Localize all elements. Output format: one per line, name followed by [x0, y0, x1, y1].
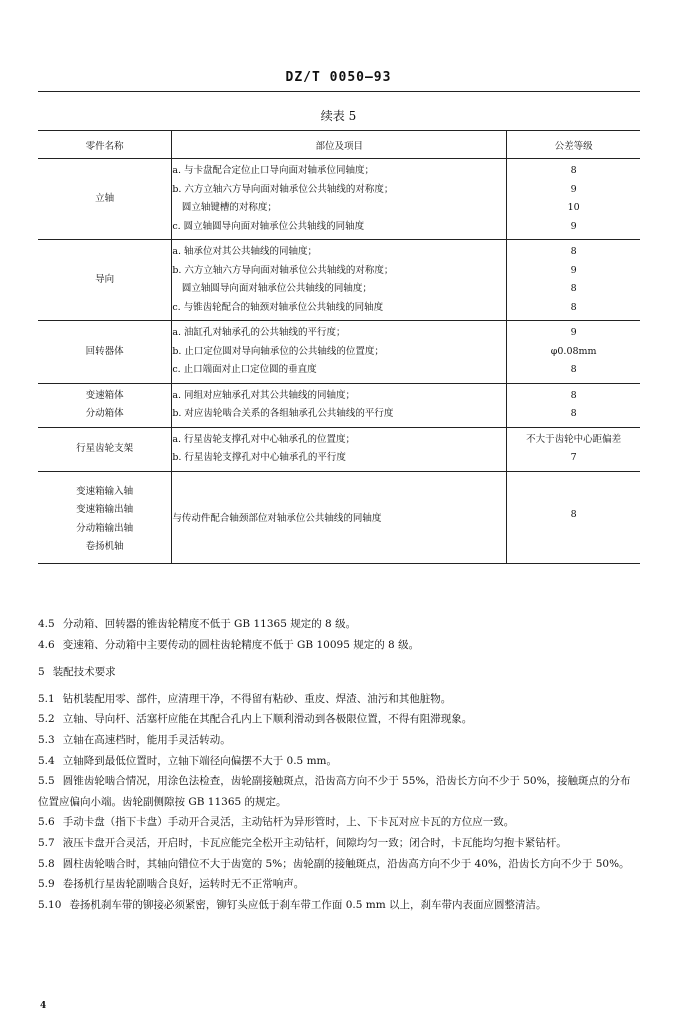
clause-paragraph: [38, 771, 640, 812]
part-name: 导向: [95, 273, 115, 285]
clause-text: 分动箱、回转器的锥齿轮精度不低于 GB 11365 规定的 8 级。: [62, 618, 357, 630]
clause-number: 5.6: [38, 816, 55, 829]
clause-paragraph: [38, 635, 640, 656]
clause-text: 卷扬机刹车带的铆接必须紧密，铆钉头应低于刹车带工作面 0.5 mm 以上，刹车带内表面应圆整清洁。: [69, 898, 547, 911]
clause-number: 5.1: [38, 692, 55, 705]
tolerance-grade-cell: [507, 471, 640, 563]
tolerance-value: 7: [570, 452, 577, 463]
clause-text: 液压卡盘开合灵活，开启时，卡瓦应能完全松开主动钻杆，间隙均匀一致；闭合时，卡瓦能均匀抱卡紧钻杆。: [62, 836, 567, 849]
clause-text: 手动卡盘（指下卡盘）手动开合灵活，主动钻杆为异形管时，上、下卡瓦对应卡瓦的方位应一致。: [62, 816, 515, 829]
clause-paragraph: [38, 833, 640, 854]
part-name: 变速箱输入轴: [76, 485, 134, 497]
table-row: [38, 383, 640, 427]
clause-number: 5: [38, 666, 45, 679]
clause-number: 4.6: [38, 638, 55, 651]
part-name: 分动箱体: [85, 408, 124, 419]
clause-paragraph: [38, 709, 640, 730]
part-name-cell: [38, 427, 172, 471]
section-heading: [38, 662, 640, 683]
clause-text: 装配技术要求: [52, 666, 116, 679]
table-caption: 续表 5: [320, 109, 357, 123]
part-name-cell: [38, 383, 172, 427]
clause-number: 5.4: [38, 754, 55, 767]
tolerance-value: 9: [570, 183, 577, 195]
clause-text: 立轴、导向杆、活塞杆应能在其配合孔内上下顺利滑动到各极限位置，不得有阻滞现象。: [62, 713, 473, 726]
table-row: [38, 427, 640, 471]
clause-text: 圆柱齿轮啮合时，其轴向错位不大于齿宽的 5%；齿轮副的接触斑点，沿齿高方向不少于 40%，沿齿长方向不少于 50%。: [62, 857, 630, 870]
page-number: 4: [40, 1001, 47, 1011]
location-item-cell: [172, 427, 507, 471]
item-text: b. 行星齿轮支撑孔对中心轴承孔的平行度: [172, 452, 346, 463]
tolerance-value: 9: [570, 264, 577, 276]
tolerance-value: φ0.08mm: [550, 345, 597, 357]
part-name: 行星齿轮支架: [76, 442, 134, 454]
tolerance-value: 8: [570, 364, 577, 375]
location-item-cell: [172, 321, 507, 384]
table-row: [38, 240, 640, 321]
clause-number: 5.7: [38, 836, 55, 849]
clause-text: 变速箱、分动箱中主要传动的圆柱齿轮精度不低于 GB 10095 规定的 8 级。: [62, 638, 420, 651]
item-text: 圆立轴键槽的对称度；: [172, 202, 277, 213]
clause-number: 5.2: [38, 713, 55, 726]
tolerance-value: 8: [570, 165, 577, 176]
item-text: a. 行星齿轮支撑孔对中心轴承孔的位置度；: [172, 433, 356, 445]
item-text: b. 对应齿轮啮合关系的各组轴承孔公共轴线的平行度: [172, 408, 394, 419]
tolerance-value: 不大于齿轮中心距偏差: [526, 433, 622, 445]
clause-text: 立轴降到最低位置时，立轴下端径向偏摆不大于 0.5 mm。: [62, 754, 337, 767]
item-text: a. 轴承位对其公共轴线的同轴度；: [172, 246, 318, 257]
clause-number: 5.5: [38, 775, 55, 788]
clause-number: 5.10: [38, 898, 62, 911]
clause-number: 5.3: [38, 733, 55, 746]
body-text: [38, 614, 640, 915]
part-name: 回转器体: [85, 345, 124, 357]
clause-text: 立轴在高速档时，能用手灵活转动。: [62, 733, 231, 746]
clause-paragraph: [38, 854, 640, 875]
tolerance-grade-cell: [507, 321, 640, 384]
table-body: [38, 159, 640, 564]
clause-paragraph: [38, 812, 640, 833]
clause-number: 5.9: [38, 878, 55, 891]
tolerance-value: 8: [570, 389, 577, 401]
location-item-cell: [172, 240, 507, 321]
item-text: 与传动件配合轴颈部位对轴承位公共轴线的同轴度: [172, 513, 382, 525]
tolerance-grade-cell: [507, 240, 640, 321]
tolerance-grade-cell: [507, 159, 640, 240]
clause-paragraph: [38, 751, 640, 772]
item-text: a. 与卡盘配合定位止口导向面对轴承位同轴度；: [172, 165, 375, 176]
part-name-cell: [38, 240, 172, 321]
col-header-tolerance-grade: 公差等级: [507, 131, 640, 159]
item-text: c. 与锥齿轮配合的轴颈对轴承位公共轴线的同轴度: [172, 301, 384, 313]
tolerance-value: 8: [570, 283, 577, 294]
location-item-cell: [172, 383, 507, 427]
item-text: b. 六方立轴六方导向面对轴承位公共轴线的对称度；: [172, 183, 394, 195]
part-name: 立轴: [95, 192, 115, 204]
item-text: 圆立轴圆导向面对轴承位公共轴线的同轴度；: [172, 283, 372, 294]
tolerance-value: 8: [570, 509, 577, 521]
tolerance-grade-cell: [507, 383, 640, 427]
part-name-cell: [38, 471, 172, 563]
clause-text: 卷扬机行星齿轮副啮合良好，运转时无不正常响声。: [62, 878, 305, 891]
clause-number: 4.5: [38, 618, 55, 630]
clause-paragraph: [38, 895, 640, 916]
tolerance-table: [38, 130, 640, 564]
clause-paragraph: [38, 730, 640, 751]
item-text: a. 油缸孔对轴承孔的公共轴线的平行度；: [172, 327, 346, 338]
table-row: [38, 471, 640, 563]
part-name: 变速箱体: [85, 389, 124, 401]
col-header-location-item: 部位及项目: [172, 131, 507, 159]
standard-number-header: DZ/T 0050—93: [285, 70, 392, 85]
clause-paragraph: [38, 874, 640, 895]
clause-number: 5.8: [38, 857, 55, 870]
location-item-cell: [172, 159, 507, 240]
item-text: b. 六方立轴六方导向面对轴承位公共轴线的对称度；: [172, 264, 394, 276]
tolerance-value: 9: [570, 327, 577, 338]
part-name-cell: [38, 321, 172, 384]
clause-paragraph: [38, 614, 640, 635]
part-name-cell: [38, 159, 172, 240]
part-name: 卷扬机轴: [85, 541, 124, 552]
col-header-part-name: 零件名称: [38, 131, 172, 159]
item-text: b. 止口定位圆对导向轴承位的公共轴线的位置度；: [172, 345, 384, 357]
clause-paragraph: [38, 689, 640, 710]
item-text: c. 止口端面对止口定位圆的垂直度: [172, 364, 317, 375]
tolerance-value: 8: [570, 301, 577, 313]
clause-text: 钻机装配用零、部件，应清理干净，不得留有粘砂、重皮、焊渣、油污和其他脏物。: [62, 692, 452, 705]
location-item-cell: [172, 471, 507, 563]
tolerance-value: 10: [567, 202, 580, 213]
header-rule: [38, 91, 640, 92]
part-name: 分动箱输出轴: [76, 522, 134, 534]
item-text: c. 圆立轴圆导向面对轴承位公共轴线的同轴度: [172, 220, 365, 232]
tolerance-value: 9: [570, 220, 577, 232]
tolerance-value: 8: [570, 408, 577, 419]
table-row: [38, 321, 640, 384]
table-header-row: [38, 131, 640, 159]
item-text: a. 同组对应轴承孔对其公共轴线的同轴度；: [172, 389, 356, 401]
clause-text: 圆锥齿轮啮合情况，用涂色法检查，齿轮副接触斑点，沿齿高方向不少于 55%，沿齿长方向不少于 50%，接触斑点的分布位置应偏向小端。齿轮副侧隙按 GB 11365 的规定。: [38, 775, 631, 808]
tolerance-value: 8: [570, 246, 577, 257]
table-row: [38, 159, 640, 240]
tolerance-grade-cell: [507, 427, 640, 471]
part-name: 变速箱输出轴: [76, 504, 134, 515]
